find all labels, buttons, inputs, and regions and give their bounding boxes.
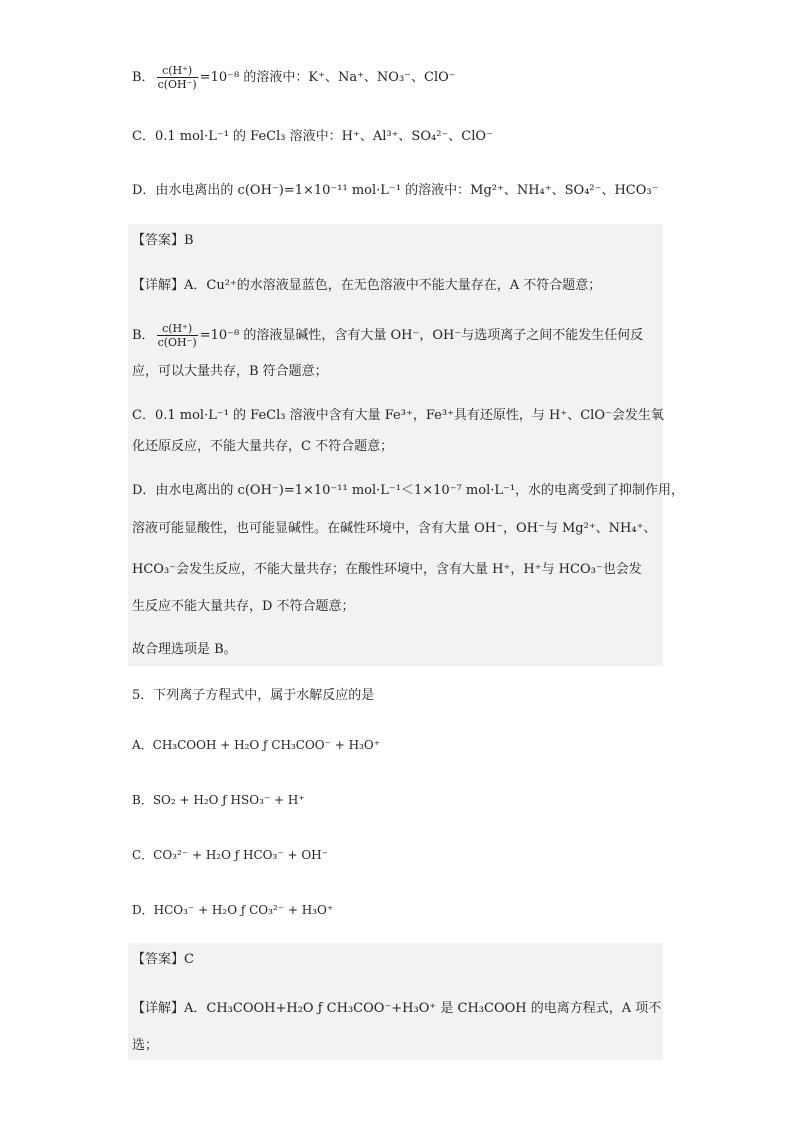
q4-detail-b-line1 (132, 322, 643, 349)
q5-option-d: D．HCO₃⁻ + H₂O ƒ CO₃²⁻ + H₃O⁺ (132, 903, 334, 917)
q4-detail-d-line4: 生反应不能大量共存，D 不符合题意； (132, 599, 355, 614)
q4-option-b (132, 64, 456, 91)
option-text: =10⁻⁸ 的溶液中：K⁺、Na⁺、NO₃⁻、ClO⁻ (199, 70, 456, 85)
q4-detail-d-line2: 溶液可能显酸性，也可能显碱性。在碱性环境中，含有大量 OH⁻，OH⁻与 Mg²⁺、NH₄⁺、 (132, 521, 657, 536)
q5-option-c: C．CO₃²⁻ + H₂O ƒ HCO₃⁻ + OH⁻ (132, 848, 328, 862)
q4-detail-a: 【详解】A．Cu²⁺的水溶液显蓝色，在无色溶液中不能大量存在，A 不符合题意； (132, 278, 602, 293)
q5-detail-a-line2: 选； (132, 1038, 159, 1053)
q5-detail-a-line1: 【详解】A．CH₃COOH+H₂O ƒ CH₃COO⁻+H₃O⁺ 是 CH₃COOH 的电离方程式，A 项不 (132, 1001, 662, 1016)
fraction-numerator: c(H⁺) (157, 322, 198, 336)
q4-detail-b-line2: 应，可以大量共存，B 符合题意； (132, 364, 328, 379)
fraction-numerator: c(H⁺) (157, 64, 198, 78)
option-label: B． (132, 70, 155, 85)
q5-stem: 5．下列离子方程式中，属于水解反应的是 (132, 688, 375, 703)
q4-option-c: C．0.1 mol·L⁻¹ 的 FeCl₃ 溶液中：H⁺、Al³⁺、SO₄²⁻、ClO⁻ (132, 129, 493, 144)
q4-detail-d-line1: D．由水电离出的 c(OH⁻)=1×10⁻¹¹ mol·L⁻¹＜1×10⁻⁷ mol·L⁻¹，水的电离受到了抑制作用， (132, 483, 685, 498)
q4-detail-c-line1: C．0.1 mol·L⁻¹ 的 FeCl₃ 溶液中含有大量 Fe³⁺，Fe³⁺具有还原性，与 H⁺、ClO⁻会发生氧 (132, 408, 664, 423)
fraction (157, 64, 198, 91)
q4-conclusion: 故合理选项是 B。 (132, 642, 237, 657)
q5-option-a: A．CH₃COOH + H₂O ƒ CH₃COO⁻ + H₃O⁺ (132, 738, 381, 752)
fraction-denominator: c(OH⁻) (157, 78, 197, 91)
detail-text: =10⁻⁸ 的溶液显碱性，含有大量 OH⁻，OH⁻与选项离子之间不能发生任何反 (199, 328, 644, 343)
q4-option-d: D．由水电离出的 c(OH⁻)=1×10⁻¹¹ mol·L⁻¹ 的溶液中：Mg²⁺、NH₄⁺、SO₄²⁻、HCO₃⁻ (132, 183, 659, 198)
q5-option-b: B．SO₂ + H₂O ƒ HSO₃⁻ + H⁺ (132, 793, 305, 807)
q5-answer: 【答案】C (132, 952, 194, 967)
q4-detail-c-line2: 化还原反应，不能大量共存，C 不符合题意； (132, 439, 394, 454)
option-label: B． (132, 328, 155, 343)
fraction (157, 322, 198, 349)
q4-detail-d-line3: HCO₃⁻会发生反应，不能大量共存；在酸性环境中，含有大量 H⁺，H⁺与 HCO₃⁻也会发 (132, 562, 642, 577)
q4-answer: 【答案】B (132, 233, 194, 248)
fraction-denominator: c(OH⁻) (157, 336, 197, 349)
